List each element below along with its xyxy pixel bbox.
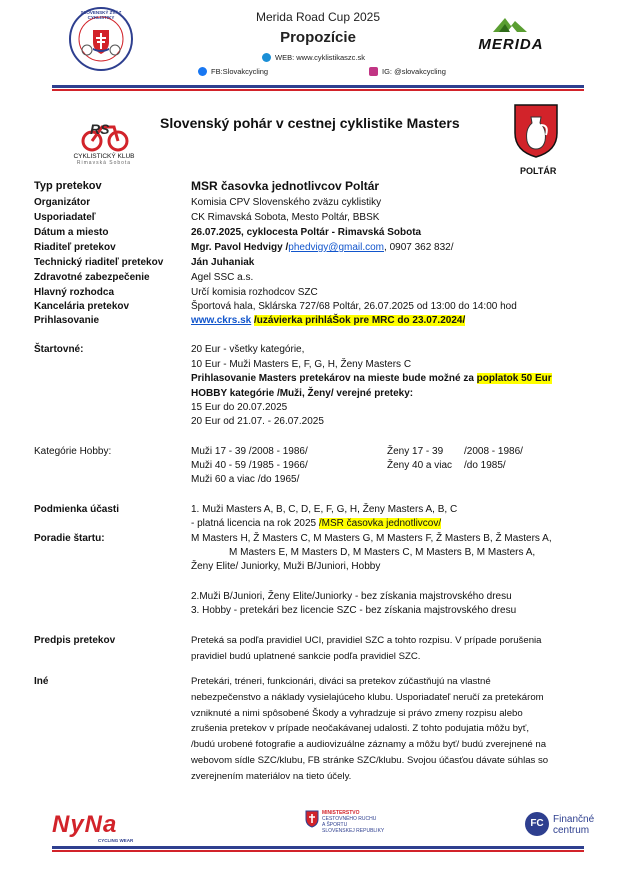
town-label: POLTÁR xyxy=(520,166,557,176)
director-phone: , 0907 362 832/ xyxy=(384,242,454,253)
club-name xyxy=(72,153,136,166)
entry-fee-line5: 15 Eur do 20.07.2025 xyxy=(191,402,288,413)
detail-label-office: Kancelária pretekov xyxy=(34,301,130,312)
other-line: vzniknuté a nimi spôsobené Škody a vyhradzuje si právo zmeny rozpisu alebo xyxy=(191,708,523,719)
detail-label-director: Riaditeľ pretekov xyxy=(34,242,116,253)
other-line: zverejnením materiálov na tieto účely. xyxy=(191,771,352,782)
ig-line xyxy=(369,67,446,76)
facebook-icon xyxy=(198,67,207,76)
nyna-subtitle: CYCLING WEAR xyxy=(98,838,134,843)
start-order-line1: M Masters H, Ž Masters C, M Masters G, M Masters F, Ž Masters B, Ž Masters A, xyxy=(191,533,552,544)
header-stripe-red xyxy=(52,89,584,91)
doc-title: Propozície xyxy=(280,29,356,46)
ig-label[interactable]: IG: @slovakcycling xyxy=(382,67,446,76)
condition-label: Podmienka účasti xyxy=(34,504,120,515)
start-order-line2: M Masters E, M Masters D, M Masters C, M Masters B, M Masters A, xyxy=(229,547,536,558)
other-line: /budú urobené fotografie a audiovizuálne záznamy a môžu byť/ budú zverejnené na xyxy=(191,739,547,750)
club-name-line1: CYKLISTICKÝ KLUB xyxy=(73,153,135,160)
condition-line1: 1. Muži Masters A, B, C, D, E, F, G, H, Ženy Masters A, B, C xyxy=(191,504,458,515)
start-order-line4: 2.Muži B/Juniori, Ženy Elite/Juniorky - bez získania majstrovského dresu xyxy=(191,591,512,602)
entry-fee-line2: 10 Eur - Muži Masters E, F, G, H, Ženy Masters C xyxy=(191,359,412,370)
detail-label-tech-director: Technický riaditeľ pretekov xyxy=(34,257,164,268)
start-order-line5: 3. Hobby - pretekári bez licencie SZC - bez získania majstrovského dresu xyxy=(191,605,517,616)
condition-line2 xyxy=(191,518,441,529)
fb-line xyxy=(198,67,268,76)
event-name: Merida Road Cup 2025 xyxy=(255,10,381,24)
footer-stripe-blue xyxy=(52,846,584,849)
detail-value-date: 26.07.2025, cyklocesta Poltár - Rimavská Sobota xyxy=(191,227,422,238)
other-line: Pretekári, tréneri, funkcionári, diváci sa pretekov zúčastňujú na vlastné xyxy=(191,676,491,687)
poltar-coat-of-arms xyxy=(513,103,559,159)
other-line: zrušenia pretekov v prípade neočakávanej udalosti. Z tohto podujatia môžu byť, xyxy=(191,723,529,734)
rules-line1: Preteká sa podľa pravidiel UCI, pravidiel SZC a tohto rozpisu. V prípade porušenia xyxy=(191,635,542,646)
entry-fee-line3 xyxy=(191,373,552,384)
detail-value-registration xyxy=(191,315,465,326)
ministry-text xyxy=(322,810,384,834)
fb-label[interactable]: FB:Slovakcycling xyxy=(211,67,269,76)
fc-text xyxy=(553,814,594,836)
fc-initials: FC xyxy=(530,818,544,829)
detail-value-type: MSR časovka jednotlivcov Poltár xyxy=(191,179,380,193)
detail-label-type: Typ pretekov xyxy=(34,180,102,192)
registration-link[interactable]: www.ckrs.sk xyxy=(191,315,252,326)
hobby-label: Kategórie Hobby: xyxy=(34,446,112,457)
hobby-row1-right-a: Ženy 17 - 39 xyxy=(387,446,444,457)
ministry-emblem xyxy=(305,810,319,828)
hobby-word: HOBBY kategórie /Muži, Ženy/ verejné preteky: xyxy=(191,388,414,399)
szc-logo-text: SLOVENSKÝ ZVÄZ CYKLISTIKY xyxy=(80,10,122,20)
hobby-row2-right-a: Ženy 40 a viac xyxy=(387,460,453,471)
start-order-line3: Ženy Elite/ Juniorky, Muži B/Juniori, Hobby xyxy=(191,561,381,572)
start-order-label: Poradie štartu: xyxy=(34,533,105,544)
ministry-line2: CESTOVNÉHO RUCHU xyxy=(322,816,377,822)
entry-fee-line6: 20 Eur od 21.07. - 26.07.2025 xyxy=(191,416,324,427)
detail-value-tech-director: Ján Juhaniak xyxy=(191,257,255,268)
detail-value-host: CK Rimavská Sobota, Mesto Poltár, BBSK xyxy=(191,212,380,223)
rules-line2: pravidiel budú uplatnené sankcie podľa pravidiel SZC. xyxy=(191,651,421,662)
entry-fee-onsite-text: Prihlasovanie Masters pretekárov na mieste bude možné za xyxy=(191,373,474,384)
hobby-row1-right-b: /2008 - 1986/ xyxy=(464,446,523,457)
rules-label: Predpis pretekov xyxy=(34,635,116,646)
footer-stripe-red xyxy=(52,850,584,852)
hobby-row2-left: Muži 40 - 59 /1985 - 1966/ xyxy=(191,460,308,471)
registration-deadline: /uzávierka prihláŠok pre MRC do 23.07.2024/ xyxy=(254,315,466,326)
hobby-row3-left: Muži 60 a viac /do 1965/ xyxy=(191,474,300,485)
web-line xyxy=(262,53,365,62)
entry-fee-label: Štartovné: xyxy=(34,344,84,355)
web-label[interactable]: WEB: www.cyklistikaszc.sk xyxy=(275,53,366,62)
detail-value-medical: Agel SSC a.s. xyxy=(191,272,254,283)
detail-label-registration: Prihlasovanie xyxy=(34,315,100,326)
hobby-row2-right-b: /do 1985/ xyxy=(464,460,506,471)
club-name-line2: Rimavská Sobota xyxy=(76,160,132,166)
header-stripe-blue xyxy=(52,85,584,88)
detail-label-date: Dátum a miesto xyxy=(34,227,109,238)
director-name: Mgr. Pavol Hedvigy / xyxy=(191,242,289,253)
hobby-row1-left: Muži 17 - 39 /2008 - 1986/ xyxy=(191,446,308,457)
condition-license-text: - platná licencia na rok 2025 xyxy=(191,518,317,529)
globe-icon xyxy=(262,53,271,62)
entry-fee-line4 xyxy=(191,388,413,399)
other-line: nebezpečenstvo a náklady vysielajúceho klubu. Usporiadateľ neručí za pretekárom xyxy=(191,692,544,703)
condition-license-highlight: /MSR časovka jednotlivcov/ xyxy=(318,518,442,529)
entry-fee-onsite-amount: poplatok 50 Eur xyxy=(476,373,552,384)
detail-value-director xyxy=(191,242,454,253)
main-title: Slovenský pohár v cestnej cyklistike Masters xyxy=(160,115,460,131)
ministry-line4: SLOVENSKEJ REPUBLIKY xyxy=(322,828,385,834)
entry-fee-line1: 20 Eur - všetky kategórie, xyxy=(191,344,305,355)
other-label: Iné xyxy=(34,676,49,687)
fc-logo-circle xyxy=(525,812,549,836)
instagram-icon xyxy=(369,67,378,76)
fc-line1: Finančné xyxy=(553,814,595,825)
ministry-line3: A ŠPORTU xyxy=(322,822,348,828)
detail-label-medical: Zdravotné zabezpečenie xyxy=(34,272,150,283)
detail-label-organizer: Organizátor xyxy=(34,197,91,208)
detail-value-organizer: Komisia CPV Slovenského zväzu cyklistiky xyxy=(191,197,382,208)
detail-value-office: Športová hala, Sklárska 727/68 Poltár, 26.07.2025 od 13:00 do 14:00 hod xyxy=(191,301,517,312)
fc-line2: centrum xyxy=(553,825,590,836)
ministry-line1: MINISTERSTVO xyxy=(322,810,360,816)
detail-label-referee: Hlavný rozhodca xyxy=(34,287,115,298)
merida-wordmark: MERIDA xyxy=(478,36,544,53)
detail-value-referee: Určí komisia rozhodcov SZC xyxy=(191,287,318,298)
nyna-logo: NyNa xyxy=(52,811,118,838)
club-initials: RS xyxy=(90,121,110,137)
other-line: webovom sídle SZC/klubu, FB stránke SZC/klubu. Svojou účasťou dávate súhlas so xyxy=(191,755,549,766)
director-email-link[interactable]: phedvigy@gmail.com xyxy=(288,242,385,253)
detail-label-host: Usporiadateľ xyxy=(34,212,96,223)
